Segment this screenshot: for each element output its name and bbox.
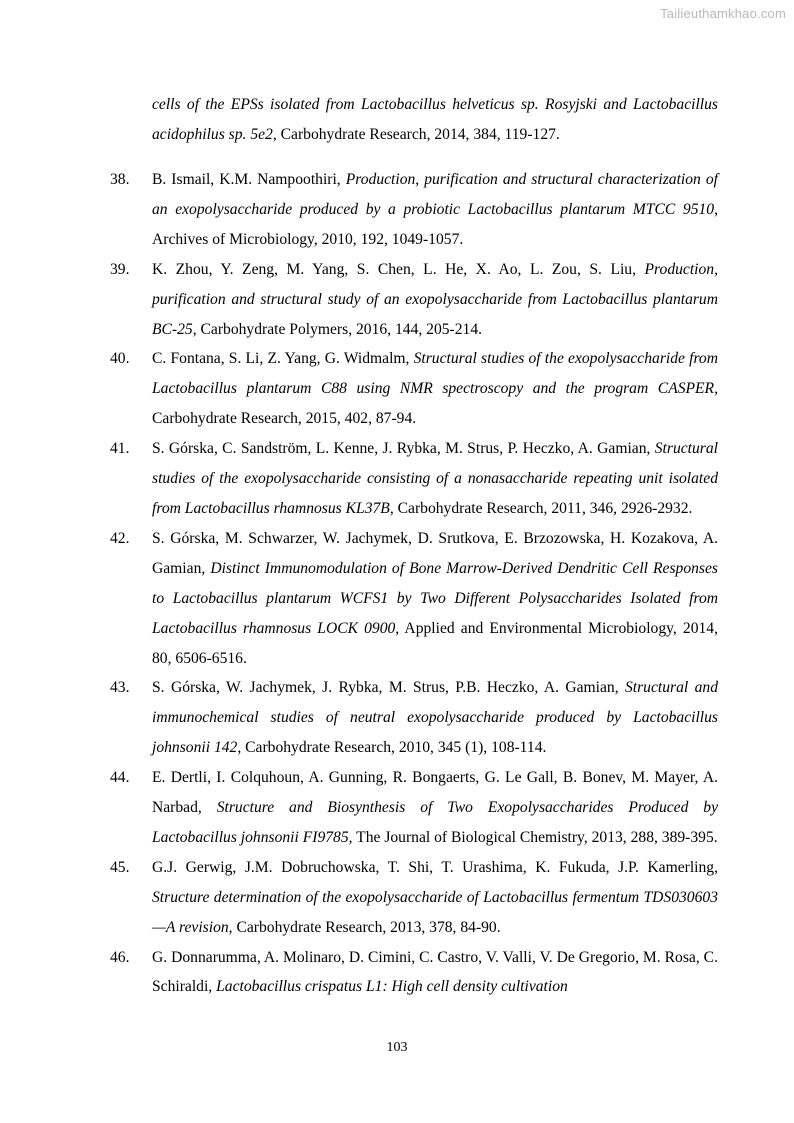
reference-title: Distinct Immunomodulation of Bone Marrow-Derived Dendritic Cell Responses to Lactobacillus plantarum WCFS1 by Two Different Polysaccharides Isolated from Lactobacillus rhamnosus LOCK 0900 <box>152 559 718 637</box>
reference-title: Structure determination of the exopolysaccharide of Lactobacillus fermentum TDS030603—A revision <box>152 888 718 936</box>
reference-authors: C. Fontana, S. Li, Z. Yang, G. Widmalm, <box>152 350 414 368</box>
reference-item-46 <box>110 943 718 1003</box>
reference-number: 45. <box>110 858 130 876</box>
reference-authors: K. Zhou, Y. Zeng, M. Yang, S. Chen, L. He, X. Ao, L. Zou, S. Liu, <box>152 260 645 278</box>
reference-item-39 <box>110 255 718 345</box>
reference-number: 40. <box>110 350 130 368</box>
reference-item-38 <box>110 165 718 255</box>
reference-authors: G. Donnarumma, A. Molinaro, D. Cimini, C. Castro, V. Valli, V. De Gregorio, M. Rosa, C. Schiraldi, <box>152 948 718 996</box>
reference-title: Production, purification and structural study of an exopolysaccharide from Lactobacillus plantarum BC-25 <box>152 260 718 338</box>
reference-item-40 <box>110 344 718 434</box>
reference-source: , Applied and Environmental Microbiology, 2014, 80, 6506-6516. <box>152 619 718 667</box>
reference-title: Structural studies of the exopolysaccharide from Lactobacillus plantarum C88 using NMR spectroscopy and the program CASPER <box>152 350 718 398</box>
reference-number: 41. <box>110 440 130 458</box>
reference-source: , Carbohydrate Research, 2014, 384, 119-127. <box>272 125 560 143</box>
reference-number: 44. <box>110 769 130 787</box>
reference-continuation <box>110 90 718 150</box>
reference-number: 39. <box>110 260 130 278</box>
reference-source: , The Journal of Biological Chemistry, 2013, 288, 389-395. <box>348 828 718 846</box>
reference-item-44 <box>110 763 718 853</box>
reference-number: 42. <box>110 529 130 547</box>
reference-source: , Carbohydrate Research, 2011, 346, 2926-2932. <box>389 499 693 517</box>
reference-list <box>110 74 718 1002</box>
reference-source: , Carbohydrate Research, 2010, 345 (1), 108-114. <box>237 739 547 757</box>
reference-authors: S. Górska, W. Jachymek, J. Rybka, M. Strus, P.B. Heczko, A. Gamian, <box>152 679 625 697</box>
reference-source: , Carbohydrate Research, 2013, 378, 84-90. <box>228 918 501 936</box>
reference-title: cells of the EPSs isolated from Lactobacillus helveticus sp. Rosyjski and Lactobacillus acidophilus sp. 5e2 <box>152 95 718 143</box>
reference-title: Lactobacillus crispatus L1: High cell density cultivation <box>216 978 568 996</box>
reference-number: 43. <box>110 679 130 697</box>
reference-authors: E. Dertli, I. Colquhoun, A. Gunning, R. Bongaerts, G. Le Gall, B. Bonev, M. Mayer, A. Narbad, <box>152 769 718 817</box>
reference-item-42 <box>110 524 718 674</box>
reference-authors: S. Górska, M. Schwarzer, W. Jachymek, D. Srutkova, E. Brzozowska, H. Kozakova, A. Gamian, <box>152 529 718 577</box>
reference-item-41 <box>110 434 718 524</box>
reference-item-43 <box>110 673 718 763</box>
reference-number: 38. <box>110 171 130 188</box>
reference-item-45 <box>110 853 718 943</box>
reference-number: 46. <box>110 948 130 966</box>
reference-title: Structure and Biosynthesis of Two Exopolysaccharides Produced by Lactobacillus johnsonii FI9785 <box>152 799 718 846</box>
reference-source: , Carbohydrate Research, 2015, 402, 87-94. <box>152 380 718 428</box>
reference-title: Structural and immunochemical studies of neutral exopolysaccharide produced by Lactobacillus johnsonii 142 <box>152 679 718 757</box>
reference-source: , Archives of Microbiology, 2010, 192, 1049-1057. <box>152 200 718 248</box>
reference-authors: B. Ismail, K.M. Nampoothiri, <box>152 171 346 188</box>
reference-authors: S. Górska, C. Sandström, L. Kenne, J. Rybka, M. Strus, P. Heczko, A. Gamian, <box>152 440 655 458</box>
reference-authors: G.J. Gerwig, J.M. Dobruchowska, T. Shi, T. Urashima, K. Fukuda, J.P. Kamerling, <box>152 858 718 876</box>
reference-title: Structural studies of the exopolysaccharide consisting of a nonasaccharide repeating unit isolated from Lactobacillus rhamnosus KL37B <box>152 440 718 517</box>
reference-title: Production, purification and structural characterization of an exopolysaccharide produced by a probiotic Lactobacillus plantarum MTCC 9510 <box>152 171 718 218</box>
page-number: 103 <box>386 1040 408 1055</box>
watermark: Tailieuthamkhao.com <box>660 6 786 21</box>
reference-source: , Carbohydrate Polymers, 2016, 144, 205-214. <box>192 320 483 338</box>
